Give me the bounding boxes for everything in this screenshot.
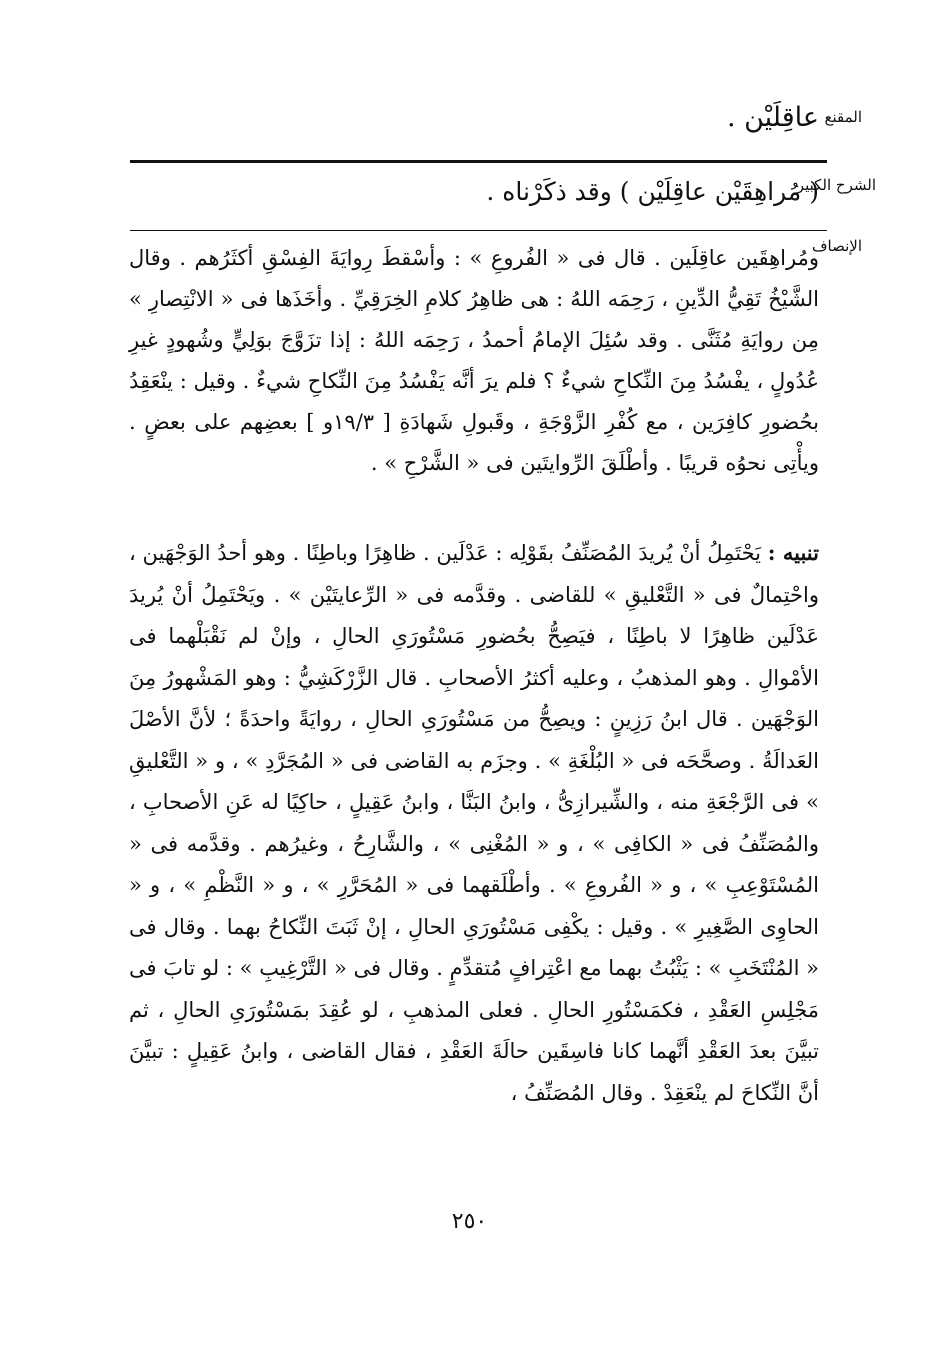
muqni-text: عاقِلَيْن . — [726, 102, 819, 133]
tanbih-paragraph — [129, 532, 819, 1114]
tanbih-label: تنبيه : — [767, 540, 819, 565]
sharh-kabir-text: ( مُراهِقَيْن عاقِلَيْن ) وقد ذكَرْناه . — [486, 177, 819, 206]
section-divider-thin — [130, 230, 827, 231]
section-divider-thick — [130, 160, 827, 163]
insaf-paragraph: ومُراهِقَين عاقِلَين . قال فى « الفُروعِ » : وأسْقطَ رِوايَةَ الفِسْقِ أكثَرُهم . وقال الشَّيْخُ تَقِيُّ الدِّينِ ، رَحِمَه اللهُ : هى ظاهِرُ كلامِ الخِرَقِيِّ . وأخَذَها فى « الانْتِصارِ » مِن روايَةِ مُثَنَّى . وقد سُئِلَ الإمامُ أحمدُ ، رَحِمَه اللهُ : إذا تزَوَّجَ بوَلِيٍّ وشُهودٍ غيرِ عُدُولٍ ، يفْسُدُ مِنَ النِّكاحِ شيءٌ ؟ فلم يرَ أنَّه يَفْسُدُ مِنَ النِّكاحِ شيءٌ . وقيل : ينْعَقِدُ بحُضورِ كافِرَين ، مع كُفْرِ الزَّوْجَةِ ، وقَبولِ شَهادَةِ [ ١٩/٣و ] بعضِهم على بعضٍ . ويأْتِى نحوُه قريبًا . وأطْلَقَ الرِّوايتَين فى « الشَّرْحِ » . — [129, 246, 819, 475]
tanbih-body: يَحْتَمِلُ أنْ يُريدَ المُصَنِّفُ بقَوْلِه : عَدْلَين . ظاهِرًا وباطِنًا . وهو أحدُ الوَجْهَين ، واحْتِمالٌ فى « التَّعْليقِ » للقاضى . وقدَّمه فى « الرِّعايتَيْن » . ويَحْتَمِلُ أنْ يُريدَ عَدْلَين ظاهِرًا لا باطِنًا ، فيَصِحُّ بحُضورِ مَسْتُورَىِ الحالِ ، وإنْ لم نَقْبَلْهما فى الأمْوالِ . وهو المذهبُ ، وعليه أكثرُ الأصحابِ . قال الزَّرْكَشِيُّ : وهو المَشْهورُ مِنَ الوَجْهَين . قال ابنُ رَزِينٍ : ويصِحُّ من مَسْتُورَىِ الحالِ ، روايَةً واحدَةً ؛ لأنَّ الأصْلَ العَدالَةُ . وصحَّحَه فى « البُلْغَةِ » . وجزَم به القاضى فى « المُجَرَّدِ » ، و « التَّعْليقِ » فى الرَّجْعَةِ منه ، والشِّيرازِىُّ ، وابنُ البَنَّا ، وابنُ عَقِيلٍ ، حاكِيًا له عَنِ الأصحابِ ، والمُصَنِّفُ فى « الكافِى » ، و « المُغْنِى » ، والشَّارِحُ ، وغيرُهم . وقدَّمه فى « المُسْتَوْعِبِ » ، و « الفُروعِ » . وأطْلَقهما فى « المُحَرَّرِ » ، و « النَّظْمِ » ، و « الحاوِى الصَّغِيرِ » . وقيل : يكْفِى مَسْتُورَىِ الحالِ ، إنْ ثَبَتَ النِّكاحُ بهما . وقال فى « المُنْتَخَبِ » : يَثْبُتُ بهما مع اعْتِرافٍ مُتقدِّمٍ . وقال فى « التَّرْغِيبِ » : لو تابَ فى مَجْلِسِ العَقْدِ ، فكمَسْتُورِ الحالِ . فعلى المذهبِ ، لو عُقِدَ بمَسْتُورَىِ الحالِ ، ثم تبيَّنَ بعدَ العَقْدِ أنَّهما كانا فاسِقَين حالَةَ العَقْدِ ، فقال القاضى ، وابنُ عَقِيلٍ : تبيَّنَ أنَّ النِّكاحَ لم ينْعَقِدْ . وقال المُصَنِّفُ ، — [129, 541, 820, 1105]
page-number: ٢٥٠ — [451, 1209, 488, 1234]
muqni-label: المقنع — [824, 108, 862, 126]
sharh-kabir-label: الشرح الكبير — [796, 176, 876, 194]
insaf-label: الإنصاف — [811, 237, 862, 255]
